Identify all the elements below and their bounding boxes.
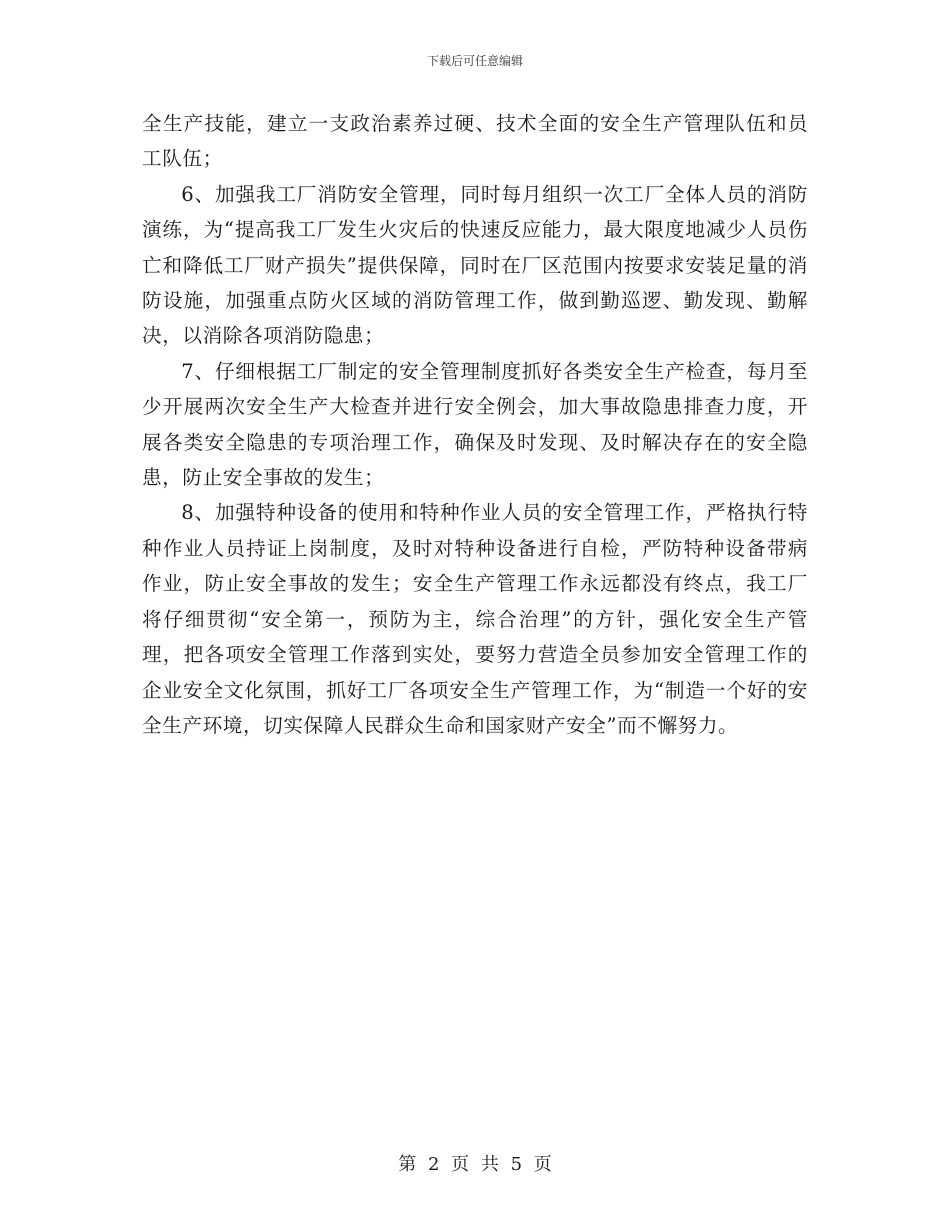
paragraph-item-7: 7、仔细根据工厂制定的安全管理制度抓好各类安全生产检查，每月至少开展两次安全生产大检查并进行安全例会，加大事故隐患排查力度，开展各类安全隐患的专项治理工作，确保及时发现、及时解决存在的安全隐患，防止安全事故的发生； [142, 359, 808, 490]
paragraph-item-8: 8、加强特种设备的使用和特种作业人员的安全管理工作，严格执行特种作业人员持证上岗制度，及时对特种设备进行自检，严防特种设备带病作业，防止安全事故的发生；安全生产管理工作永远都没有终点，我工厂将仔细贯彻“安全第一，预防为主，综合治理”的方针，强化安全生产管理，把各项安全管理工作落到实处，要努力营造全员参加安全管理工作的企业安全文化氛围，抓好工厂各项安全生产管理工作，为“制造一个好的安全生产环境，切实保障人民群众生命和国家财产安全”而不懈努力。 [142, 501, 808, 737]
page-header-note: 下载后可任意编辑 [426, 54, 523, 68]
paragraph-item-6: 6、加强我工厂消防安全管理，同时每月组织一次工厂全体人员的消防演练，为“提高我工厂发生火灾后的快速反应能力，最大限度地减少人员伤亡和降低工厂财产损失”提供保障，同时在厂区范围内按要求安装足量的消防设施，加强重点防火区域的消防管理工作，做到勤巡逻、勤发现、勤解决，以消除各项消防隐患； [142, 182, 808, 348]
page-number: 第 2 页 共 5 页 [398, 1154, 552, 1175]
paragraph-continuation: 全生产技能，建立一支政治素养过硬、技术全面的安全生产管理队伍和员工队伍； [142, 112, 808, 171]
document-body [142, 106, 808, 743]
